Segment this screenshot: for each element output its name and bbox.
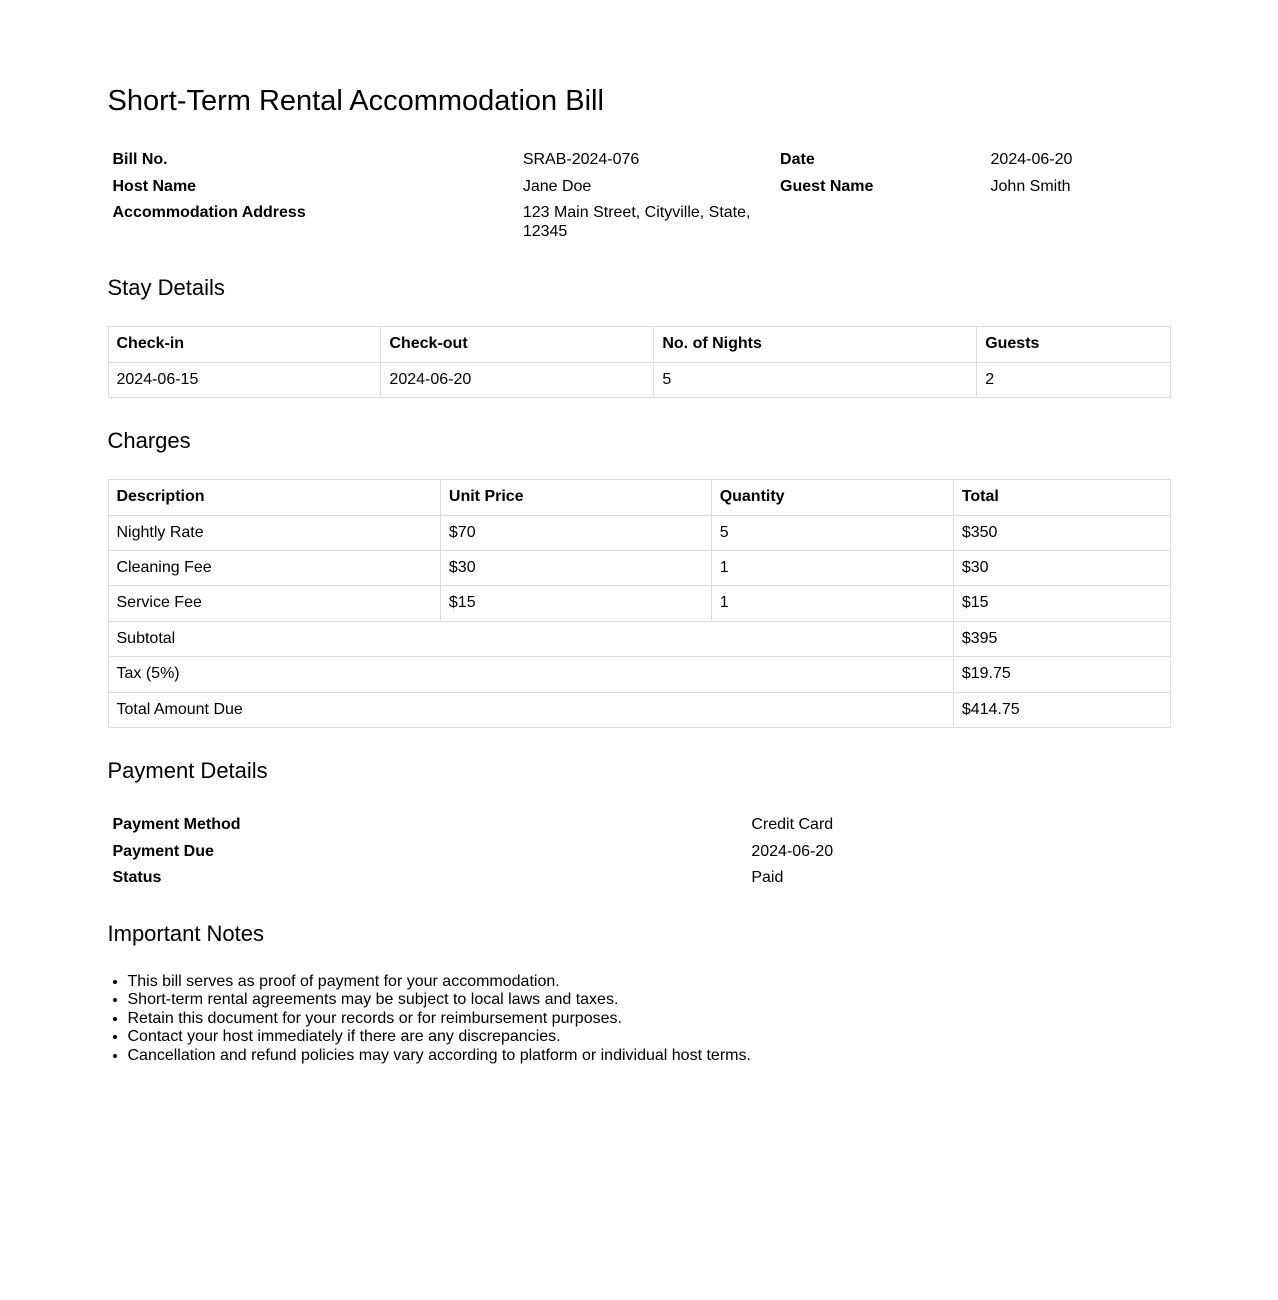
list-item: • Contact your host immediately if there are any discrepancies.: [128, 1028, 1171, 1046]
table-row: [108, 551, 1170, 586]
charge-quantity: 5: [711, 515, 953, 550]
charge-unit-price: $70: [440, 515, 711, 550]
charge-quantity: 1: [711, 551, 953, 586]
quantity-header: Quantity: [711, 480, 953, 515]
important-notes-heading: Important Notes: [107, 921, 265, 947]
stay-details-heading: Stay Details: [107, 274, 225, 300]
charge-unit-price: $15: [440, 586, 711, 621]
payment-due-value: 2024-06-20: [751, 842, 834, 860]
table-row: [108, 586, 1170, 621]
tax-row: [108, 657, 1170, 692]
accommodation-address-label: Accommodation Address: [112, 204, 306, 222]
date-label: Date: [780, 151, 815, 169]
list-item: • This bill serves as proof of payment for your accommodation.: [128, 973, 1171, 991]
bill-info-row: [108, 147, 1171, 173]
subtotal-row: [108, 621, 1170, 656]
charges-header-row: [108, 480, 1170, 515]
description-header: Description: [108, 480, 440, 515]
check-in-header: Check-in: [108, 327, 381, 362]
payment-details-heading: Payment Details: [107, 758, 268, 784]
charge-total: $30: [953, 551, 1170, 586]
payment-method-label: Payment Method: [112, 816, 241, 834]
bill-document: [108, 85, 1171, 1185]
list-item: • Short-term rental agreements may be subject to local laws and taxes.: [128, 991, 1171, 1009]
table-row: [108, 362, 1170, 397]
charge-total: $15: [953, 586, 1170, 621]
payment-status-value: Paid: [751, 869, 784, 887]
charges-heading: Charges: [107, 427, 191, 453]
unit-price-header: Unit Price: [440, 480, 711, 515]
table-row: [108, 515, 1170, 550]
payment-method-value: Credit Card: [751, 816, 834, 834]
charge-description: Service Fee: [108, 586, 440, 621]
subtotal-value: $395: [953, 621, 1170, 656]
host-name-label: Host Name: [112, 177, 197, 195]
bill-info-row: [108, 174, 1171, 200]
bill-no-value: SRAB-2024-076: [522, 151, 640, 169]
charge-quantity: 1: [711, 586, 953, 621]
bill-no-label: Bill No.: [112, 151, 168, 169]
guest-name-value: John Smith: [990, 177, 1071, 195]
page-title: Short-Term Rental Accommodation Bill: [107, 85, 604, 117]
total-due-value: $414.75: [953, 692, 1170, 727]
tax-label: Tax (5%): [108, 657, 953, 692]
total-due-label: Total Amount Due: [108, 692, 953, 727]
payment-status-label: Status: [112, 869, 162, 887]
tax-value: $19.75: [953, 657, 1170, 692]
stay-details-table: [108, 326, 1171, 398]
accommodation-address-value: 123 Main Street, Cityville, State, 12345: [522, 204, 751, 240]
guests-value: 2: [977, 362, 1170, 397]
check-out-header: Check-out: [381, 327, 654, 362]
guests-header: Guests: [977, 327, 1170, 362]
charge-description: Cleaning Fee: [108, 551, 440, 586]
list-item: • Cancellation and refund policies may vary according to platform or individual host terms.: [128, 1047, 1171, 1065]
nights-header: No. of Nights: [654, 327, 977, 362]
total-header: Total: [953, 480, 1170, 515]
bill-info-table: [108, 147, 1171, 245]
payment-due-label: Payment Due: [112, 842, 214, 860]
subtotal-label: Subtotal: [108, 621, 953, 656]
check-out-value: 2024-06-20: [381, 362, 654, 397]
important-notes-list: [108, 973, 1171, 1065]
payment-info-row: [108, 839, 1171, 865]
payment-details-table: [108, 812, 1171, 891]
charges-table: [108, 479, 1171, 728]
charge-total: $350: [953, 515, 1170, 550]
bill-info-row: [108, 200, 1171, 245]
guest-name-label: Guest Name: [780, 177, 874, 195]
date-value: 2024-06-20: [990, 151, 1073, 169]
charge-description: Nightly Rate: [108, 515, 440, 550]
host-name-value: Jane Doe: [522, 177, 592, 195]
total-due-row: [108, 692, 1170, 727]
payment-info-row: [108, 812, 1171, 838]
nights-value: 5: [654, 362, 977, 397]
stay-details-header-row: [108, 327, 1170, 362]
list-item: • Retain this document for your records or for reimbursement purposes.: [128, 1010, 1171, 1028]
payment-info-row: [108, 865, 1171, 891]
charge-unit-price: $30: [440, 551, 711, 586]
check-in-value: 2024-06-15: [108, 362, 381, 397]
